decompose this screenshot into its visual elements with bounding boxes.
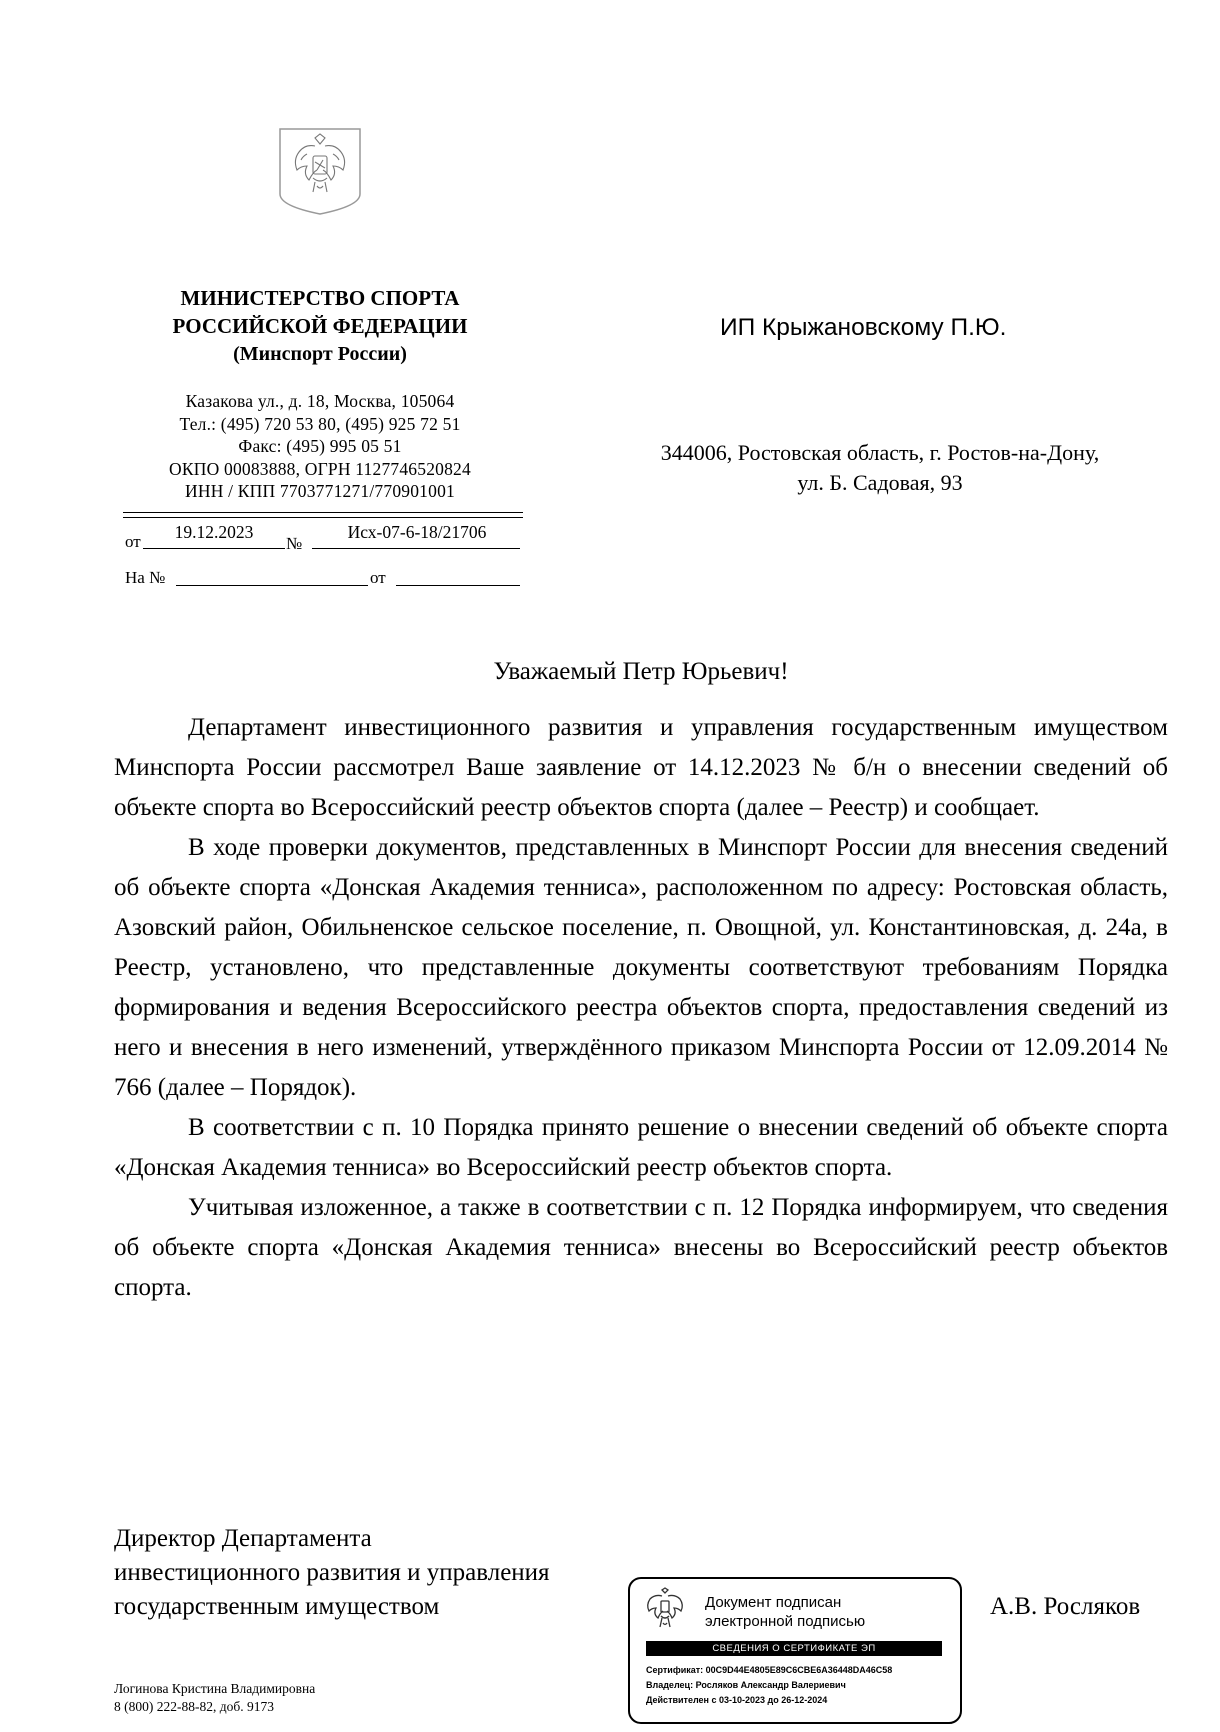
- recipient-address-line2: ул. Б. Садовая, 93: [797, 470, 963, 495]
- paragraph-1: Департамент инвестиционного развития и управления государственным имуществом Минспорта России рассмотрел Ваше заявление от 14.12.2023 № б/н о внесении сведений об объекте спорта во Всероссийский реестр объектов спорта (далее – Реестр) и сообщает.: [114, 714, 1168, 821]
- coat-of-arms-icon: [277, 126, 363, 216]
- signer-position: [114, 1522, 674, 1624]
- date-label: от: [125, 532, 141, 551]
- certificate-owner: Владелец: Росляков Александр Валериевич: [646, 1680, 846, 1690]
- reply-number-underline: [176, 585, 368, 586]
- executor-phone: 8 (800) 222-88-82, доб. 9173: [114, 1699, 274, 1714]
- certificate-info-bar: СВЕДЕНИЯ О СЕРТИФИКАТЕ ЭП: [646, 1641, 942, 1656]
- signer-name: А.В. Росляков: [990, 1593, 1141, 1620]
- ministry-short-name: (Минспорт России): [233, 343, 407, 365]
- paragraph-4: Учитывая изложенное, а также в соответствии с п. 12 Порядка информируем, что сведения об объекте спорта «Донская Академия тенниса» внесены во Всероссийский реестр объектов спорта.: [114, 1194, 1168, 1301]
- letter-body: [114, 708, 1168, 1308]
- outgoing-number: Исх-07-6-18/21706: [347, 522, 487, 542]
- number-label: №: [286, 534, 303, 553]
- signer-position-line3: государственным имуществом: [114, 1593, 440, 1620]
- outgoing-date: 19.12.2023: [174, 522, 254, 542]
- reply-date-label: от: [370, 568, 386, 587]
- greeting: Уважаемый Петр Юрьевич!: [493, 658, 789, 685]
- number-underline: [312, 548, 520, 549]
- signer-position-line1: Директор Департамента: [114, 1525, 372, 1552]
- reply-number-label: На №: [125, 568, 166, 587]
- stamp-title: [705, 1593, 945, 1631]
- ministry-address: Казакова ул., д. 18, Москва, 105064: [185, 391, 455, 411]
- certificate-number: Сертификат: 00C9D44E4805E89C6CBE6A36448DA46C58: [646, 1665, 893, 1675]
- ministry-codes: ОКПО 00083888, ОГРН 1127746520824: [169, 458, 471, 479]
- ministry-name-line2: РОССИЙСКОЙ ФЕДЕРАЦИИ: [172, 314, 468, 338]
- recipient-address-line1: 344006, Ростовская область, г. Ростов-на-Дону,: [660, 440, 1100, 465]
- stamp-title-line1: Документ подписан: [705, 1594, 842, 1611]
- certificate-validity: Действителен с 03-10-2023 до 26-12-2024: [646, 1695, 828, 1705]
- recipient-name: ИП Крыжановскому П.Ю.: [720, 314, 1007, 341]
- header-divider-bottom: [123, 517, 523, 518]
- executor-info: [114, 1680, 315, 1716]
- ministry-name-line1: МИНИСТЕРСТВО СПОРТА: [180, 286, 460, 310]
- paragraph-2: В ходе проверки документов, представленных в Минспорт России для внесения сведений об объекте спорта «Донская Академия тенниса», расположенном по адресу: Ростовская область, Азовский район, Обильненское сельское поселение, п. Овощной, ул. Константиновская, д. 24а, в Реестр, установлено, что представленные документы соответствуют требованиям Порядка формирования и ведения Всероссийского реестра объектов спорта, предоставления сведений из него и внесения в него изменений, утверждённого приказом Минспорта России от 12.09.2014 № 766 (далее – Порядок).: [114, 834, 1168, 1101]
- ministry-header: [120, 284, 520, 368]
- paragraph-3: В соответствии с п. 10 Порядка принято решение о внесении сведений об объекте спорта «Донская Академия тенниса» во Всероссийский реестр объектов спорта.: [114, 1114, 1168, 1181]
- header-divider-top: [123, 512, 523, 513]
- certificate-details: [646, 1663, 951, 1708]
- ministry-fax: Факс: (495) 995 05 51: [238, 436, 402, 456]
- recipient-address: [600, 438, 1160, 498]
- ministry-inn-kpp: ИНН / КПП 7703771271/770901001: [185, 481, 455, 501]
- eagle-emblem-icon: [644, 1587, 686, 1633]
- electronic-signature-stamp: [628, 1577, 962, 1724]
- signer-position-line2: инвестиционного развития и управления: [114, 1559, 550, 1586]
- reply-date-underline: [396, 585, 520, 586]
- executor-name: Логинова Кристина Владимировна: [114, 1681, 316, 1696]
- stamp-title-line2: электронной подписью: [705, 1613, 866, 1630]
- ministry-phones: Тел.: (495) 720 53 80, (495) 925 72 51: [179, 413, 461, 434]
- date-underline: [143, 548, 285, 549]
- ministry-contacts: [110, 390, 530, 503]
